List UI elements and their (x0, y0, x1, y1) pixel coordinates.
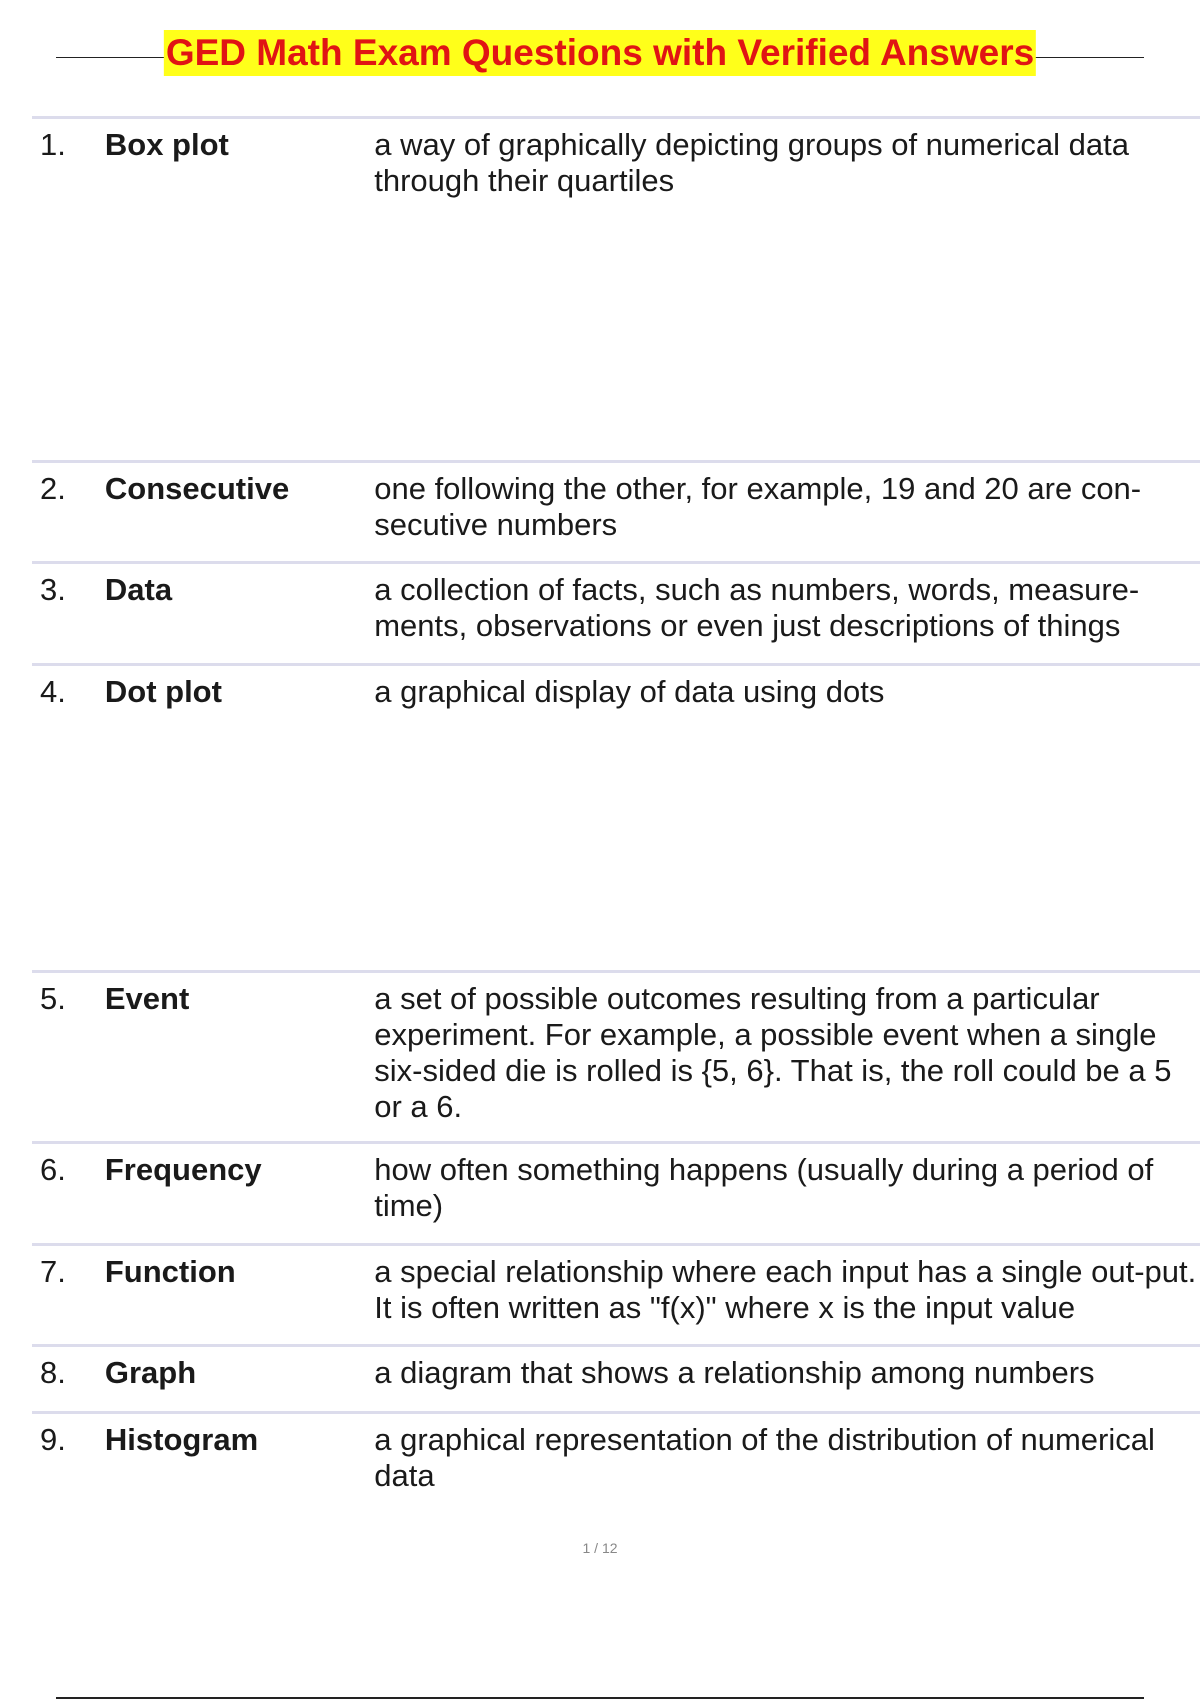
title-bar (56, 30, 1144, 78)
glossary-row-3 (32, 561, 1200, 663)
page-number: 1 / 12 (582, 1540, 618, 1556)
glossary-row-9 (32, 1411, 1200, 1511)
term-number: 7. (40, 1254, 66, 1289)
term-name: Graph (104, 1355, 197, 1390)
term-definition: a collection of facts, such as numbers, words, measure-ments, observations or even just descriptions of things (374, 572, 1140, 643)
glossary-row-6 (32, 1141, 1200, 1243)
term-name: Function (104, 1254, 236, 1289)
term-number: 9. (40, 1422, 66, 1457)
term-number: 8. (40, 1355, 66, 1390)
glossary-row-5 (32, 970, 1200, 1141)
term-number: 3. (40, 572, 66, 607)
term-number: 4. (40, 674, 66, 709)
term-definition: a special relationship where each input has a single out-put. It is often written as "f(x)" where x is the input value (374, 1254, 1197, 1325)
glossary-row-4 (32, 663, 1200, 970)
term-name: Box plot (104, 127, 229, 162)
term-number: 6. (40, 1152, 66, 1187)
term-number: 1. (40, 127, 66, 162)
term-name: Frequency (104, 1152, 262, 1187)
footer-rule (56, 1697, 1144, 1699)
document-title: GED Math Exam Questions with Verified Answers (164, 30, 1036, 76)
term-name: Event (104, 981, 190, 1016)
glossary-row-2 (32, 460, 1200, 561)
glossary-table (32, 116, 1200, 1511)
glossary-row-7 (32, 1243, 1200, 1344)
term-number: 5. (40, 981, 66, 1016)
glossary-row-1 (32, 116, 1200, 460)
term-definition: a set of possible outcomes resulting from a particular experiment. For example, a possible event when a single six-sided die is rolled is {5, 6}. That is, the roll could be a 5 or a 6. (374, 981, 1172, 1124)
term-definition: a diagram that shows a relationship among numbers (374, 1355, 1095, 1390)
term-definition: one following the other, for example, 19 and 20 are con-secutive numbers (374, 471, 1142, 542)
term-number: 2. (40, 471, 66, 506)
glossary-row-8 (32, 1344, 1200, 1411)
term-definition: how often something happens (usually during a period of time) (374, 1152, 1154, 1223)
term-name: Data (104, 572, 173, 607)
term-name: Dot plot (104, 674, 222, 709)
term-definition: a graphical representation of the distribution of numerical data (374, 1422, 1155, 1493)
term-definition: a graphical display of data using dots (374, 674, 885, 709)
term-name: Histogram (104, 1422, 259, 1457)
term-definition: a way of graphically depicting groups of numerical data through their quartiles (374, 127, 1129, 198)
term-name: Consecutive (104, 471, 290, 506)
